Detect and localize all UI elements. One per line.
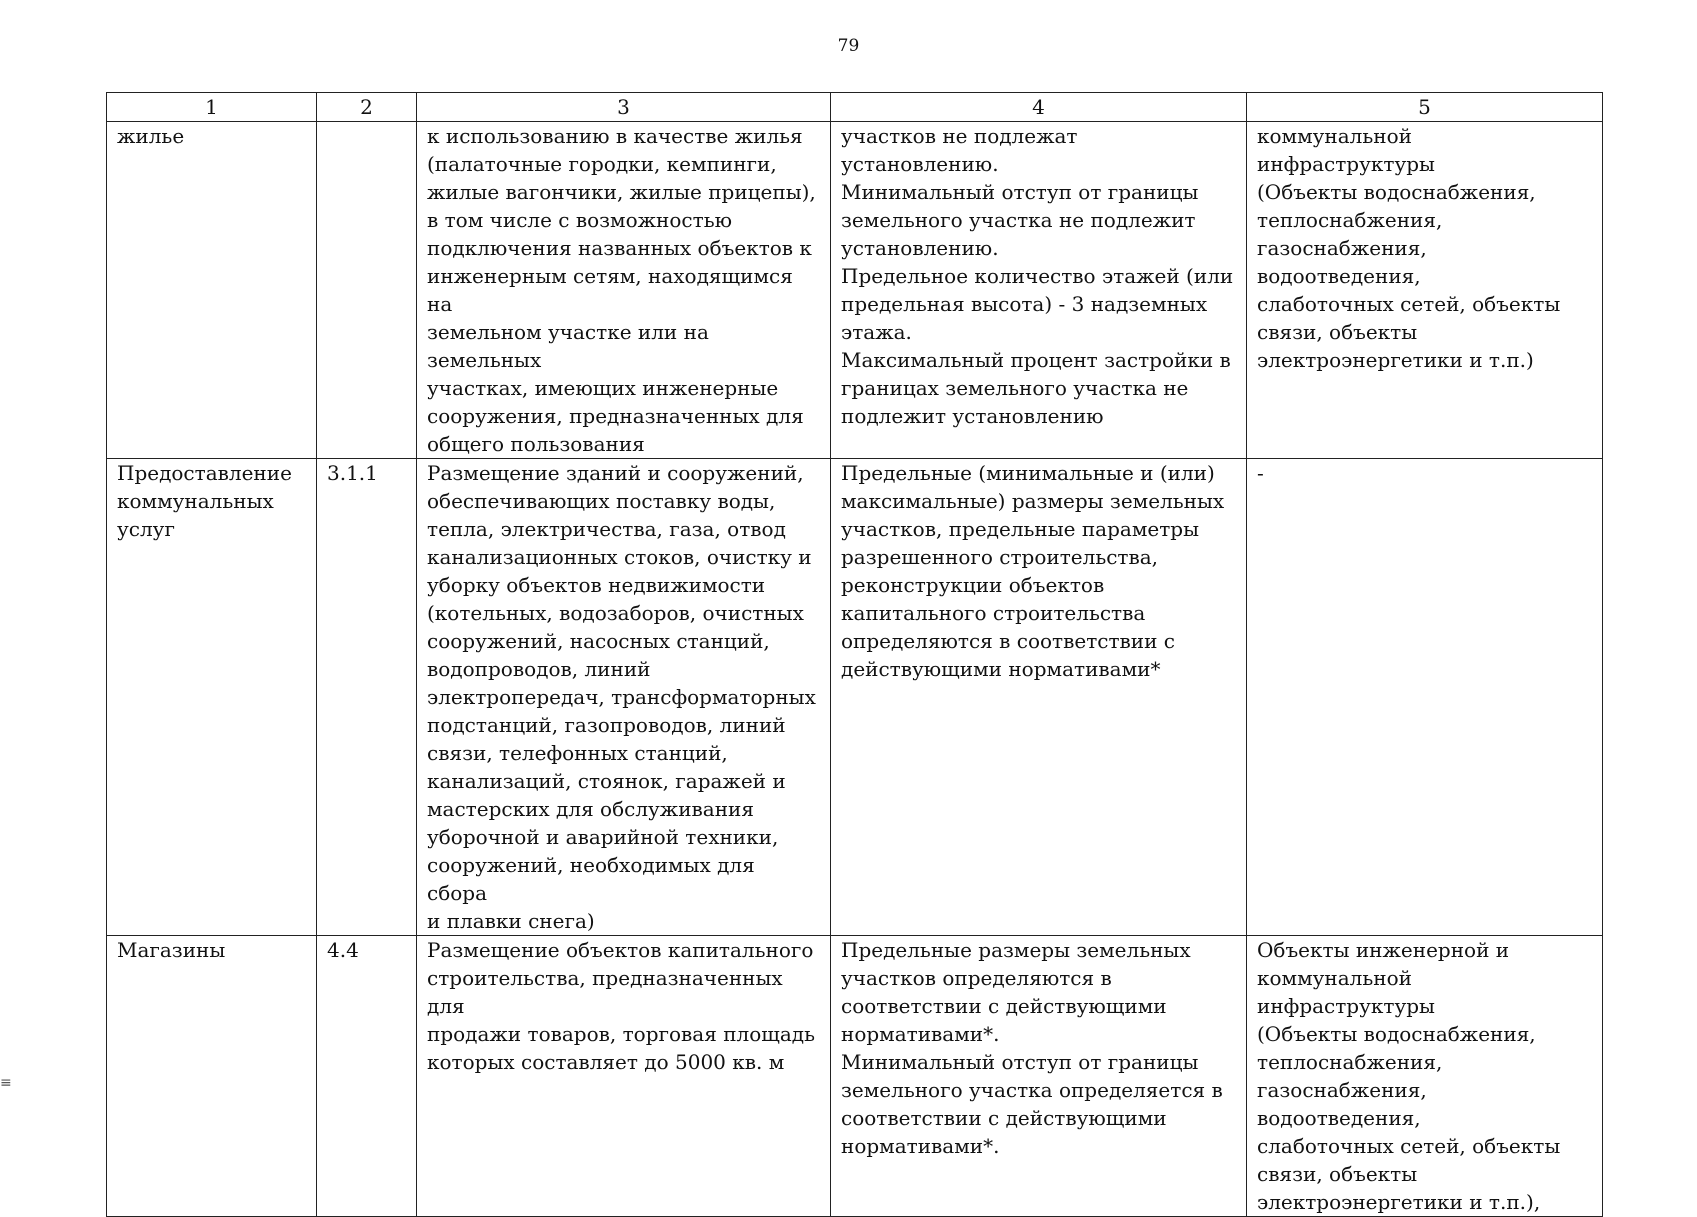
use-description-text: к использованию в качестве жилья (палаточные городки, кемпинги, жилые вагончики, жилые прицепы), в том числе с возможностью подключения названных объектов к инженерным сетям, находящимся на земельном участке или на земельных участках, имеющих инженерные сооружения, предназначенных для общего пользования xyxy=(427,124,816,456)
use-name-text: жилье xyxy=(117,124,185,148)
parameters-text: Предельные размеры земельных участков определяются в соответствии с действующими нормативами*. Минимальный отступ от границы земельного участка определяется в соответствии с действующими нормативами*. xyxy=(841,938,1223,1158)
use-description-cell xyxy=(417,936,831,1217)
use-code-cell xyxy=(317,122,417,459)
parameters-text: участков не подлежат установлению. Минимальный отступ от границы земельного участка не подлежит установлению. Предельное количество этажей (или предельная высота) - 3 надземных этажа. Максимальный процент застройки в границах земельного участка не подлежит установлению xyxy=(841,124,1234,428)
parameters-text: Предельные (минимальные и (или) максимальные) размеры земельных участков, предельные параметры разрешенного строительства, реконструкции объектов капитального строительства определяются в соответствии с действующими нормативами* xyxy=(841,461,1225,681)
table-header xyxy=(107,93,1603,122)
header-col-2: 2 xyxy=(317,93,417,122)
scan-edge-mark: ≡ xyxy=(0,1075,12,1091)
use-name-cell xyxy=(107,459,317,936)
use-code-cell xyxy=(317,936,417,1217)
parameters-cell xyxy=(831,122,1247,459)
header-col-4: 4 xyxy=(831,93,1247,122)
use-name-cell xyxy=(107,936,317,1217)
parameters-cell xyxy=(831,936,1247,1217)
use-code-cell xyxy=(317,459,417,936)
page-number: 79 xyxy=(837,36,860,56)
header-row xyxy=(107,93,1603,122)
related-objects-cell xyxy=(1247,122,1603,459)
use-description-text: Размещение зданий и сооружений, обеспечивающих поставку воды, тепла, электричества, газа, отвод канализационных стоков, очистку и уборку объектов недвижимости (котельных, водозаборов, очистных сооружений, насосных станций, водопроводов, линий электропередач, трансформаторных подстанций, газопроводов, линий связи, телефонных станций, канализаций, стоянок, гаражей и мастерских для обслуживания уборочной и аварийной техники, сооружений, необходимых для сбора и плавки снега) xyxy=(427,461,816,933)
table-row xyxy=(107,122,1603,459)
use-name-text: Предоставление коммунальных услуг xyxy=(117,461,292,541)
table-body xyxy=(107,122,1603,1217)
related-objects-text: - xyxy=(1257,461,1264,485)
parameters-cell xyxy=(831,459,1247,936)
header-col-3: 3 xyxy=(417,93,831,122)
use-description-text: Размещение объектов капитального строительства, предназначенных для продажи товаров, торговая площадь которых составляет до 5000 кв. м xyxy=(427,938,815,1074)
related-objects-text: Объекты инженерной и коммунальной инфраструктуры (Объекты водоснабжения, теплоснабжения, газоснабжения, водоотведения, слаботочных сетей, объекты связи, объекты электроэнергетики и т.п.), xyxy=(1257,938,1561,1214)
use-description-cell xyxy=(417,122,831,459)
related-objects-text: коммунальной инфраструктуры (Объекты водоснабжения, теплоснабжения, газоснабжения, водоотведения, слаботочных сетей, объекты связи, объекты электроэнергетики и т.п.) xyxy=(1257,124,1561,372)
use-code-text: 3.1.1 xyxy=(327,461,378,485)
use-name-text: Магазины xyxy=(117,938,226,962)
use-description-cell xyxy=(417,459,831,936)
use-name-cell xyxy=(107,122,317,459)
header-col-5: 5 xyxy=(1247,93,1603,122)
table-row xyxy=(107,936,1603,1217)
table-row xyxy=(107,459,1603,936)
related-objects-cell xyxy=(1247,459,1603,936)
related-objects-cell xyxy=(1247,936,1603,1217)
use-code-text: 4.4 xyxy=(327,938,359,962)
header-col-1: 1 xyxy=(107,93,317,122)
land-use-table xyxy=(106,92,1603,1217)
